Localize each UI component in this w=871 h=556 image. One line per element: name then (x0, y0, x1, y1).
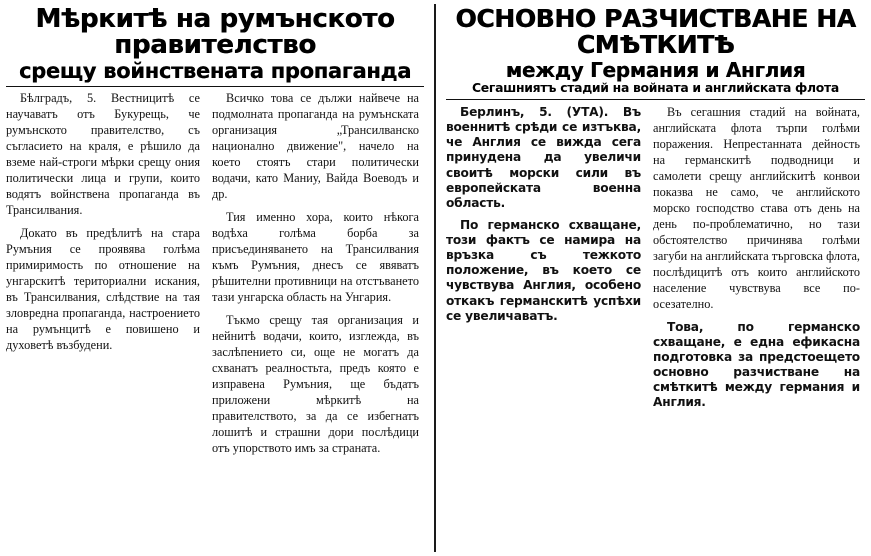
right-headline-kicker: Сегашниятъ стадий на войната и английската флота (472, 80, 839, 96)
paragraph: Тия именно хора, които нѣкога водѣха голѣма борба за присъединяването на Трансилвания къмъ Румъния, днесъ се явяватъ рѣшителни противници на отстъването тази унгарска область на Унгария. (212, 210, 419, 305)
paragraph: Това, по германско схващане, е една ефикасна подготовка за предстоещето основно разчистване на смѣткитѣ между германия и Англия. (653, 319, 860, 410)
right-column-1 (446, 105, 651, 418)
article-left (0, 0, 432, 556)
left-headline-main: Мѣркитѣ на румънското правителство (35, 4, 395, 60)
right-columns (446, 105, 865, 418)
right-divider (446, 99, 865, 100)
right-headline-sub: между Германия и Англия (505, 58, 806, 82)
paragraph: Докато въ предѣлитѣ на стара Румъния се проявява голѣма примиримость по отношение на унгарскитѣ териториални искания, въ Трансилвания, слѣдствие на тая зловредна пропаганда, настроението на румънцитѣ е повишено и духоветѣ възбудени. (6, 226, 200, 353)
paragraph: Бѣлградъ, 5. Вестницитѣ се научаватъ отъ Букурещь, че румънското правителство, съ съгласието на краля, е рѣшило да вземе най-строги мѣрки срещу ония политически лица и групи, които водятъ войнствена пропаганда въ Трансилвания. (6, 91, 200, 218)
paragraph: Въ сегашния стадий на войната, английската флота търпи голѣми поражения. Непрестанната дейность на германскитѣ подводници и самолети срещу английскитѣ конвои показва не само, че английското морско господство става отъ день на день по-проблематично, но тази обстоятелство причинява голѣми загуби на английската търговска флота, послѣдицитѣ отъ които английското население чувствува все по-осезателно. (653, 105, 860, 311)
right-column-2 (651, 105, 860, 418)
left-column-2 (210, 91, 419, 464)
left-column-1 (6, 91, 210, 464)
right-headline-main: ОСНОВНО РАЗЧИСТВАНЕ НА СМѢТКИТѢ (455, 4, 856, 59)
left-columns (6, 91, 424, 464)
paragraph: По германско схващане, този фактъ се намира на връзка съ тежкото положение, въ което се чувствува Англия, особено откакъ германскитѣ успѣхи се увеличаватъ. (446, 217, 641, 323)
article-right (438, 0, 871, 556)
left-divider (6, 86, 424, 87)
left-headline-sub: срещу войнствената пропаганда (18, 59, 412, 83)
paragraph: Тъкмо срещу тая организация и нейнитѣ водачи, които, изглежда, въ заслѣпението си, още не могатъ да схванатъ реалностьта, предъ която е изправена Румъния, ще бъдатъ приложени мѣркитѣ на правителството, за да се избегнатъ лошитѣ и страшни дори послѣдици отъ упорството имъ за страната. (212, 313, 419, 456)
right-column-2-bold-block (653, 320, 860, 411)
paragraph: Всичко това се дължи найвече на подмолната пропаганда на румънската организация „Трансилванско национално движение", начело на което стоятъ стари политически водачи, като Маниу, Вайда Воеводъ и др. (212, 91, 419, 202)
vertical-divider (434, 4, 436, 552)
paragraph: Берлинъ, 5. (УТА). Въ военнитѣ срѣди се изтъква, че Англия се вижда сега принудена да увеличи своитѣ морски сили въ европейската военна область. (446, 105, 641, 210)
